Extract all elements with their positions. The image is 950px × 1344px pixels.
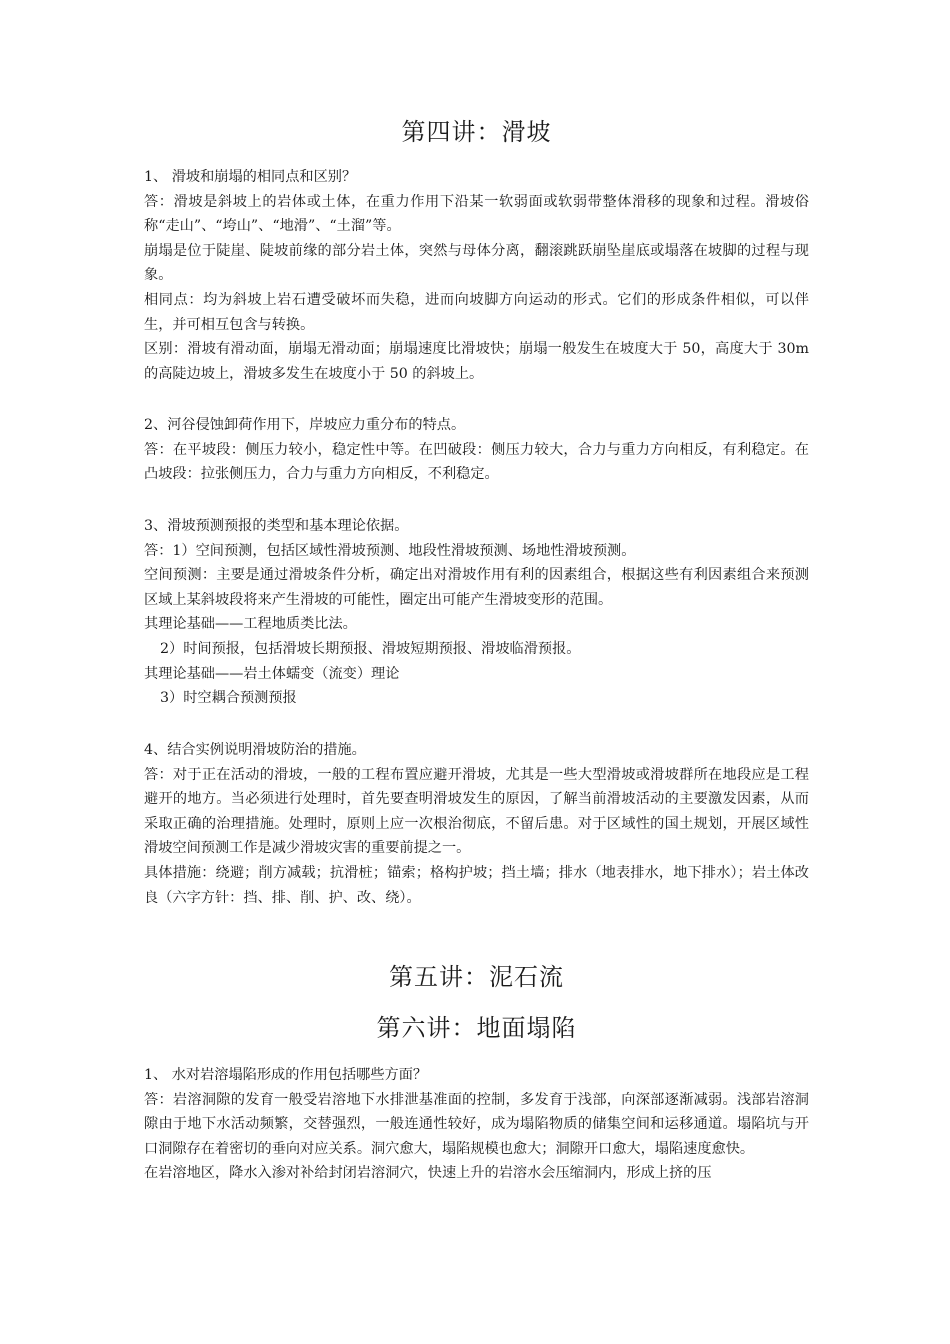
answer-paragraph: 答：对于正在活动的滑坡，一般的工程布置应避开滑坡，尤其是一些大型滑坡或滑坡群所在地段应是工程避开的地方。当必须进行处理时，首先要查明滑坡发生的原因，了解当前滑坡活动的主要激发因素，从而采取正确的治理措施。处理时，原则上应一次根治彻底，不留后患。对于区域性的国土规划，开展区域性滑坡空间预测工作是减少滑坡灾害的重要前提之一。 <box>144 766 809 857</box>
answer-paragraph: 答：岩溶洞隙的发育一般受岩溶地下水排泄基准面的控制，多发育于浅部，向深部逐渐减弱。浅部岩溶洞隙由于地下水活动频繁，交替强烈，一般连通性较好，成为塌陷物质的储集空间和运移通道。塌陷坑与开口洞隙存在着密切的垂向对应关系。洞穴愈大，塌陷规模也愈大；洞隙开口愈大，塌陷速度愈快。 <box>144 1091 809 1157</box>
question-heading: 4、结合实例说明滑坡防治的措施。 <box>144 742 366 758</box>
theory-basis-paragraph: 其理论基础——岩土体蠕变（流变）理论 <box>144 665 400 682</box>
question-heading: 1、 滑坡和崩塌的相同点和区别？ <box>144 169 357 185</box>
collapse-paragraph: 崩塌是位于陡崖、陡坡前缘的部分岩土体，突然与母体分离，翻滚跳跃崩坠崖底或塌落在坡脚的过程与现象。 <box>144 242 809 284</box>
lecture6-q1-section <box>144 1063 809 1186</box>
lecture5-title: 第五讲：泥石流 <box>389 963 564 991</box>
question-heading: 2、河谷侵蚀卸荷作用下，岸坡应力重分布的特点。 <box>144 417 466 433</box>
answer-paragraph: 答：滑坡是斜坡上的岩体或土体，在重力作用下沿某一软弱面或软弱带整体滑移的现象和过程。滑坡俗称“走山”、“垮山”、“地滑”、“土溜”等。 <box>144 193 809 235</box>
lecture4-q3-section <box>144 514 809 711</box>
lecture6-title: 第六讲：地面塌陷 <box>376 1014 577 1042</box>
similarity-paragraph: 相同点：均为斜坡上岩石遭受破坏而失稳，进而向坡脚方向运动的形式。它们的形成条件相似，可以伴生，并可相互包含与转换。 <box>144 291 809 333</box>
answer-paragraph: 答：在平坡段：侧压力较小，稳定性中等。在凹破段：侧压力较大，合力与重力方向相反，有利稳定。在凸坡段：拉张侧压力，合力与重力方向相反，不利稳定。 <box>144 441 809 483</box>
lecture4-q4-section <box>144 738 809 910</box>
difference-paragraph: 区别：滑坡有滑动面，崩塌无滑动面；崩塌速度比滑坡快；崩塌一般发生在坡度大于 50，高度大于 30m 的高陡边坡上，滑坡多发生在坡度小于 50 的斜坡上。 <box>144 341 809 382</box>
question-heading: 3、滑坡预测预报的类型和基本理论依据。 <box>144 518 409 534</box>
coupled-prediction-paragraph: 3）时空耦合预测预报 <box>160 690 297 707</box>
lecture4-q2-section <box>144 413 809 487</box>
measures-paragraph: 具体措施：绕避；削方减载；抗滑桩；锚索；格构护坡；挡土墙；排水（地表排水，地下排水）；岩土体改良（六字方针：挡、排、削、护、改、绕）。 <box>144 864 809 906</box>
answer-paragraph: 答：1）空间预测，包括区域性滑坡预测、地段性滑坡预测、场地性滑坡预测。 <box>144 542 636 559</box>
time-prediction-paragraph: 2）时间预报，包括滑坡长期预报、滑坡短期预报、滑坡临滑预报。 <box>160 640 581 657</box>
question-heading: 1、 水对岩溶塌陷形成的作用包括哪些方面？ <box>144 1067 428 1083</box>
theory-basis-paragraph: 其理论基础——工程地质类比法。 <box>144 616 357 633</box>
lecture4-title: 第四讲：滑坡 <box>401 118 552 146</box>
lecture4-q1-section <box>144 165 809 386</box>
space-prediction-paragraph: 空间预测：主要是通过滑坡条件分析，确定出对滑坡作用有利的因素组合，根据这些有利因素组合来预测区域上某斜坡段将来产生滑坡的可能性，圈定出可能产生滑坡变形的范围。 <box>144 567 809 608</box>
karst-paragraph: 在岩溶地区，降水入渗对补给封闭岩溶洞穴，快速上升的岩溶水会压缩洞内，形成上挤的压 <box>144 1165 712 1182</box>
